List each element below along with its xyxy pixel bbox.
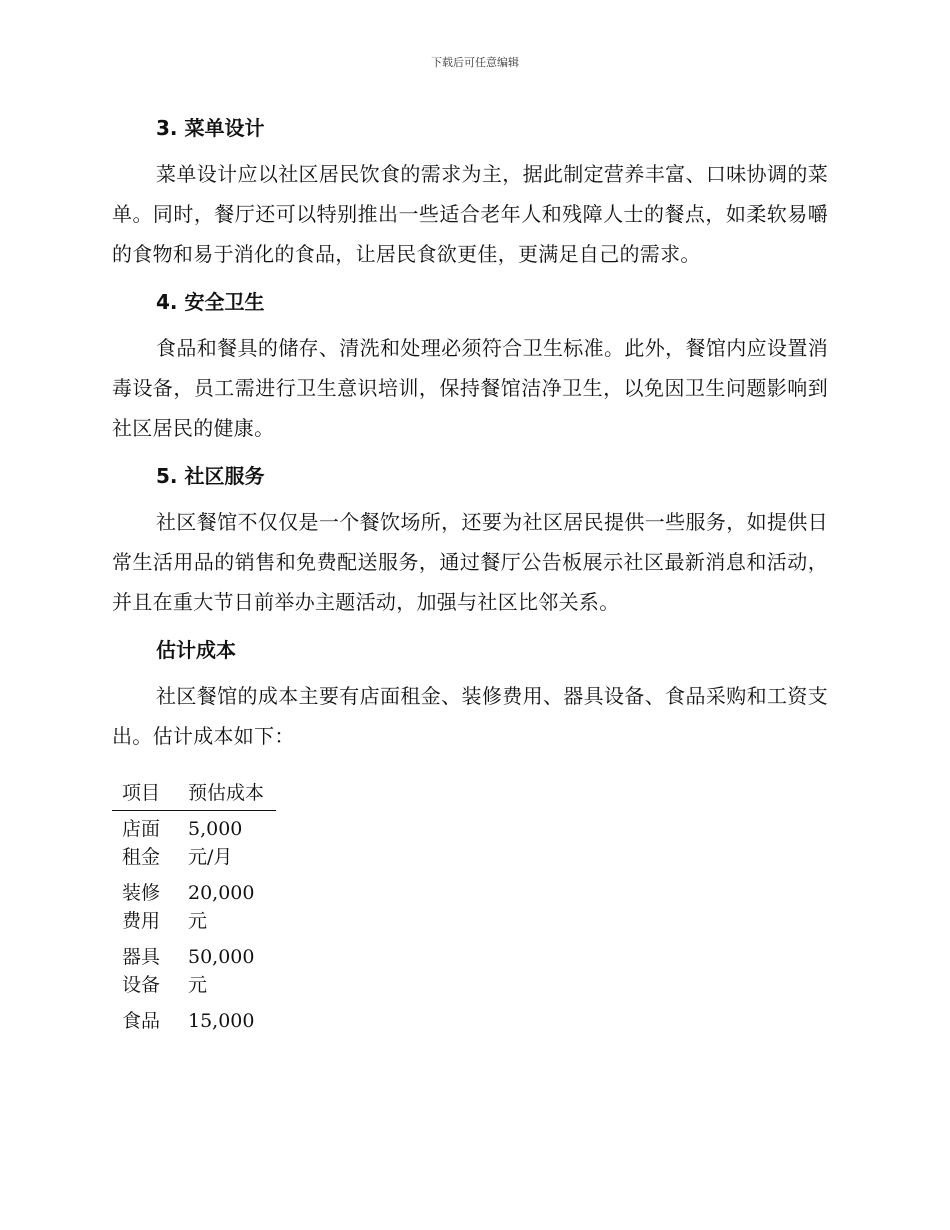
table-row: [112, 875, 276, 939]
cost-table-cell-cost: 20,000 元: [188, 882, 255, 932]
cost-table-cell-item: 装修费用: [122, 882, 161, 932]
header-note: 下载后可任意编辑: [431, 56, 519, 69]
table-row: [112, 811, 276, 876]
cost-table-cell-item: 器具设备: [122, 946, 161, 996]
section-heading-estimated-cost: 估计成本: [156, 638, 236, 662]
cost-table: [112, 778, 276, 1039]
table-row: [112, 939, 276, 1003]
section-paragraph-safety-hygiene: 食品和餐具的储存、清洗和处理必须符合卫生标准。此外，餐馆内应设置消毒设备，员工需进行卫生意识培训，保持餐馆洁净卫生，以免因卫生问题影响到社区居民的健康。: [112, 336, 828, 440]
section-paragraph-community-service: 社区餐馆不仅仅是一个餐饮场所，还要为社区居民提供一些服务，如提供日常生活用品的销售和免费配送服务，通过餐厅公告板展示社区最新消息和活动，并且在重大节日前举办主题活动，加强与社区比邻关系。: [112, 510, 828, 614]
cost-table-header-cost: 预估成本: [178, 778, 276, 811]
table-row: [112, 1003, 276, 1039]
cost-table-header-row: [112, 778, 276, 811]
cost-table-cell-cost: 5,000 元/月: [188, 818, 243, 868]
cost-table-cell-cost: 15,000: [188, 1010, 255, 1032]
cost-table-header-item: 项目: [112, 778, 178, 811]
section-paragraph-menu-design: 菜单设计应以社区居民饮食的需求为主，据此制定营养丰富、口味协调的菜单。同时，餐厅还可以特别推出一些适合老年人和残障人士的餐点，如柔软易嚼的食物和易于消化的食品，让居民食欲更佳，更满足自己的需求。: [112, 162, 828, 266]
cost-table-cell-item: 食品: [122, 1010, 161, 1032]
section-heading-community-service: 5. 社区服务: [156, 464, 265, 488]
cost-table-cell-cost: 50,000 元: [188, 946, 255, 996]
section-heading-safety-hygiene: 4. 安全卫生: [156, 290, 265, 314]
section-paragraph-estimated-cost: 社区餐馆的成本主要有店面租金、装修费用、器具设备、食品采购和工资支出。估计成本如下：: [112, 684, 828, 748]
document-body: [112, 108, 828, 1039]
section-heading-menu-design: 3. 菜单设计: [156, 116, 265, 140]
cost-table-cell-item: 店面租金: [122, 818, 161, 868]
